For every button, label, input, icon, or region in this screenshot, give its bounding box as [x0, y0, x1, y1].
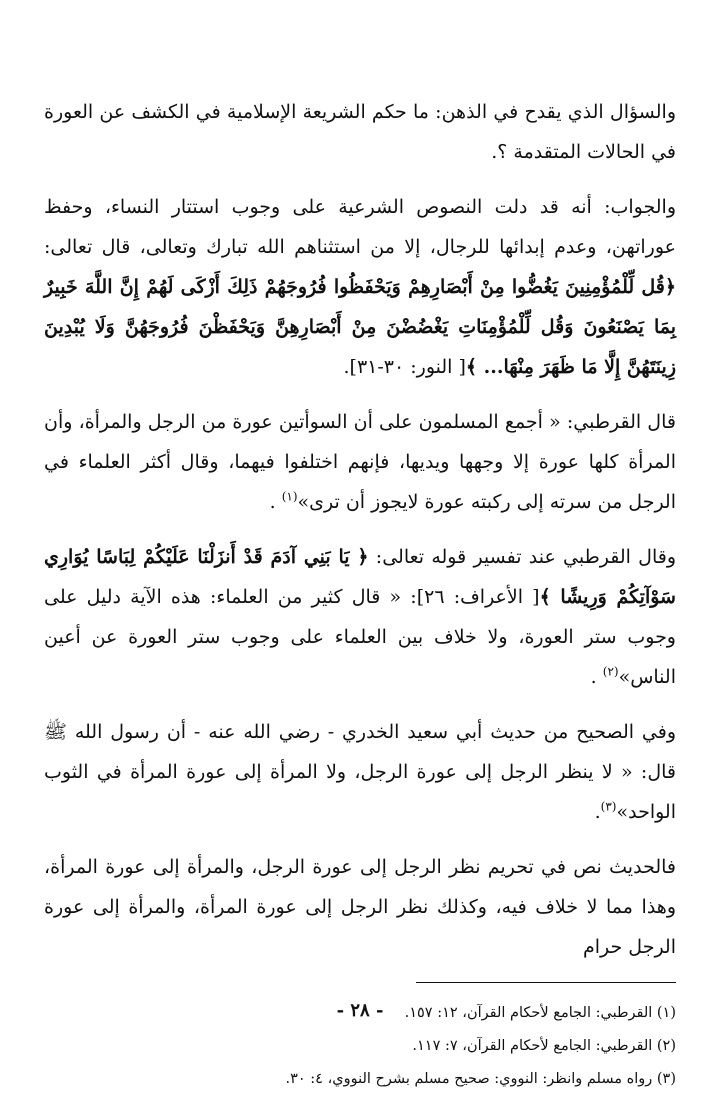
paragraph-qurtubi-ijma [44, 402, 676, 522]
footnote-divider [416, 982, 676, 983]
paragraph-hadith [44, 712, 676, 832]
paragraph-qurtubi-araf-intro: وقال القرطبي عند تفسير قوله تعالى: [368, 546, 677, 568]
footnote-1: (١) القرطبي: الجامع لأحكام القرآن، ١٢: ١٥٧. [404, 1005, 676, 1021]
footnote-marker-2[interactable]: (٢) [602, 664, 619, 679]
paragraph-qurtubi-ijma-text: قال القرطبي: « أجمع المسلمون على أن السوأتين عورة من الرجل والمرأة، وأن المرأة كلها عورة إلا وجهها ويديها، فإنهم اختلفوا فيهما، وقال أكثر العلماء في الرجل من سرته إلى ركبته عورة لايجوز أن ترى» [44, 411, 676, 513]
quran-verse-al-araf: ﴿ يَا بَنِي آدَمَ قَدْ أَنزَلْنَا عَلَيْكُمْ لِبَاسًا يُوَارِي سَوْآتِكُمْ وَرِيشًا ﴾ [44, 546, 676, 608]
page-number: - ٢٨ - [336, 1000, 384, 1021]
paragraph-question [44, 92, 676, 172]
paragraph-qurtubi-araf-end: . [590, 666, 603, 688]
footnote-2: (٢) القرطبي: الجامع لأحكام القرآن، ٧: ١١٧. [412, 1038, 676, 1054]
quran-reference-an-nur: [ النور: ٣٠-٣١]. [343, 356, 466, 378]
paragraph-qurtubi-ijma-end: . [269, 491, 282, 513]
paragraph-answer [44, 187, 676, 387]
paragraph-qurtubi-araf [44, 537, 676, 697]
paragraph-qurtubi-araf-text: [ الأعراف: ٢٦]: « قال كثير من العلماء: هذه الآية دليل على وجوب ستر العورة، ولا خلاف بين العلماء على وجوب ستر العورة عن أعين الناس» [44, 586, 676, 688]
page-body [44, 92, 676, 1096]
footnote-marker-1[interactable]: (١) [281, 489, 298, 504]
paragraph-explanation-text: فالحديث نص في تحريم نظر الرجل إلى عورة الرجل، والمرأة إلى عورة المرأة، وهذا مما لا خلاف فيه، وكذلك نظر الرجل إلى عورة المرأة، والمرأة إلى عورة الرجل حرام [44, 856, 676, 958]
paragraph-question-text: والسؤال الذي يقدح في الذهن: ما حكم الشريعة الإسلامية في الكشف عن العورة في الحالات المتقدمة ؟. [44, 101, 676, 163]
paragraph-hadith-end: . [594, 801, 601, 823]
paragraph-explanation [44, 847, 676, 967]
quran-verse-an-nur: ﴿قُل لِّلْمُؤْمِنِينَ يَغُضُّوا مِنْ أَبْصَارِهِمْ وَيَحْفَظُوا فُرُوجَهُمْ ذَلِكَ أَزْكَى لَهُمْ إِنَّ اللَّهَ خَبِيرٌ بِمَا يَصْنَعُونَ وَقُل لِّلْمُؤْمِنَاتِ يَغْضُضْنَ مِنْ أَبْصَارِهِنَّ وَيَحْفَظْنَ فُرُوجَهُنَّ وَلَا يُبْدِينَ زِينَتَهُنَّ إِلَّا مَا ظَهَرَ مِنْهَا... ﴾ [44, 276, 676, 378]
footnote-3: (٣) رواه مسلم وانظر: النووي: صحيح مسلم بشرح النووي، ٤: ٣٠. [285, 1071, 676, 1087]
paragraph-hadith-text: وفي الصحيح من حديث أبي سعيد الخدري - رضي الله عنه - أن رسول الله ﷺ قال: « لا ينظر الرجل إلى عورة الرجل، ولا المرأة إلى عورة المرأة في الثوب الواحد» [44, 721, 676, 823]
paragraph-answer-intro: والجواب: أنه قد دلت النصوص الشرعية على وجوب استتار النساء، وحفظ عوراتهن، وعدم إبدائها للرجال، إلا من استثناهم الله تبارك وتعالى، قال تعالى: [44, 196, 676, 258]
footnote-marker-3[interactable]: (٣) [600, 799, 617, 814]
